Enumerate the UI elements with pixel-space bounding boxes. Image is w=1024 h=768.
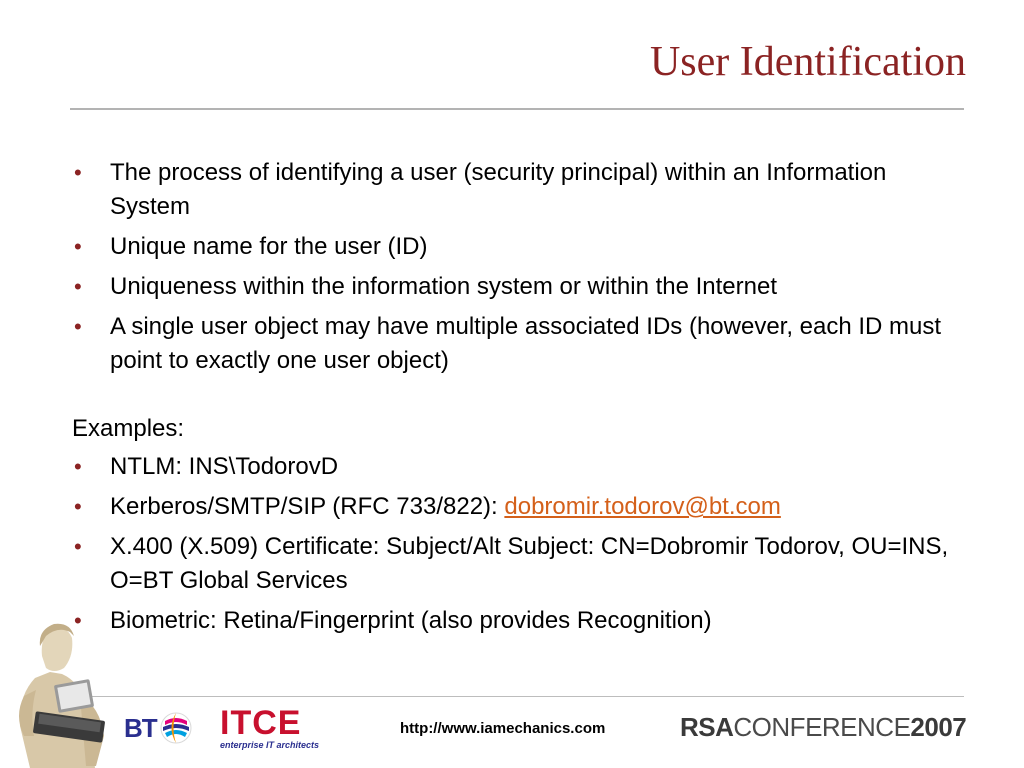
bt-globe-icon	[159, 711, 193, 745]
title-divider	[70, 108, 964, 110]
bullet-icon: •	[74, 274, 82, 299]
example-item	[72, 530, 952, 598]
bullet-text: Uniqueness within the information system or within the Internet	[110, 273, 777, 300]
example-biometric: Biometric: Retina/Fingerprint (also provides Recognition)	[110, 607, 712, 634]
bullet-icon: •	[74, 234, 82, 259]
example-item	[72, 450, 952, 484]
slide-content	[72, 156, 952, 644]
example-x400: X.400 (X.509) Certificate: Subject/Alt Subject: CN=Dobromir Todorov, OU=INS, O=BT Global Services	[110, 533, 949, 594]
bullet-item	[72, 270, 952, 304]
example-item	[72, 490, 952, 524]
example-kerberos-prefix: Kerberos/SMTP/SIP (RFC 733/822):	[110, 493, 505, 520]
itce-logo	[220, 704, 320, 750]
bullet-list	[72, 156, 952, 378]
bullet-icon: •	[74, 608, 82, 633]
example-item	[72, 604, 952, 638]
rsa-logo-year: 2007	[910, 712, 967, 742]
itce-tagline: enterprise IT architects	[220, 740, 320, 750]
rsa-logo-conference: CONFERENCE	[733, 712, 911, 742]
bullet-text: A single user object may have multiple associated IDs (however, each ID must point to exactly one user object)	[110, 313, 942, 374]
footer-url[interactable]: http://www.iamechanics.com	[400, 720, 606, 737]
footer-divider	[70, 696, 964, 697]
bullet-icon: •	[74, 314, 82, 339]
bt-logo	[124, 708, 193, 748]
examples-list	[72, 450, 952, 638]
rsa-conference-logo	[680, 712, 966, 743]
itce-logo-text: ITCE	[220, 704, 302, 742]
bt-logo-text: BT	[124, 712, 157, 743]
bullet-item	[72, 156, 952, 224]
statue-with-laptop-icon	[0, 616, 118, 768]
bullet-item	[72, 310, 952, 378]
examples-heading: Examples:	[72, 415, 185, 442]
slide-title: User Identification	[649, 39, 966, 85]
bullet-text: Unique name for the user (ID)	[110, 233, 428, 260]
bullet-icon: •	[74, 160, 82, 185]
bullet-icon: •	[74, 534, 82, 559]
bullet-icon: •	[74, 494, 82, 519]
example-ntlm: NTLM: INS\TodorovD	[110, 453, 339, 480]
bullet-item	[72, 230, 952, 264]
rsa-logo-rsa: RSA	[680, 712, 734, 742]
bullet-icon: •	[74, 454, 82, 479]
email-link[interactable]: dobromir.todorov@bt.com	[504, 493, 781, 520]
bullet-text: The process of identifying a user (security principal) within an Information System	[110, 159, 887, 220]
